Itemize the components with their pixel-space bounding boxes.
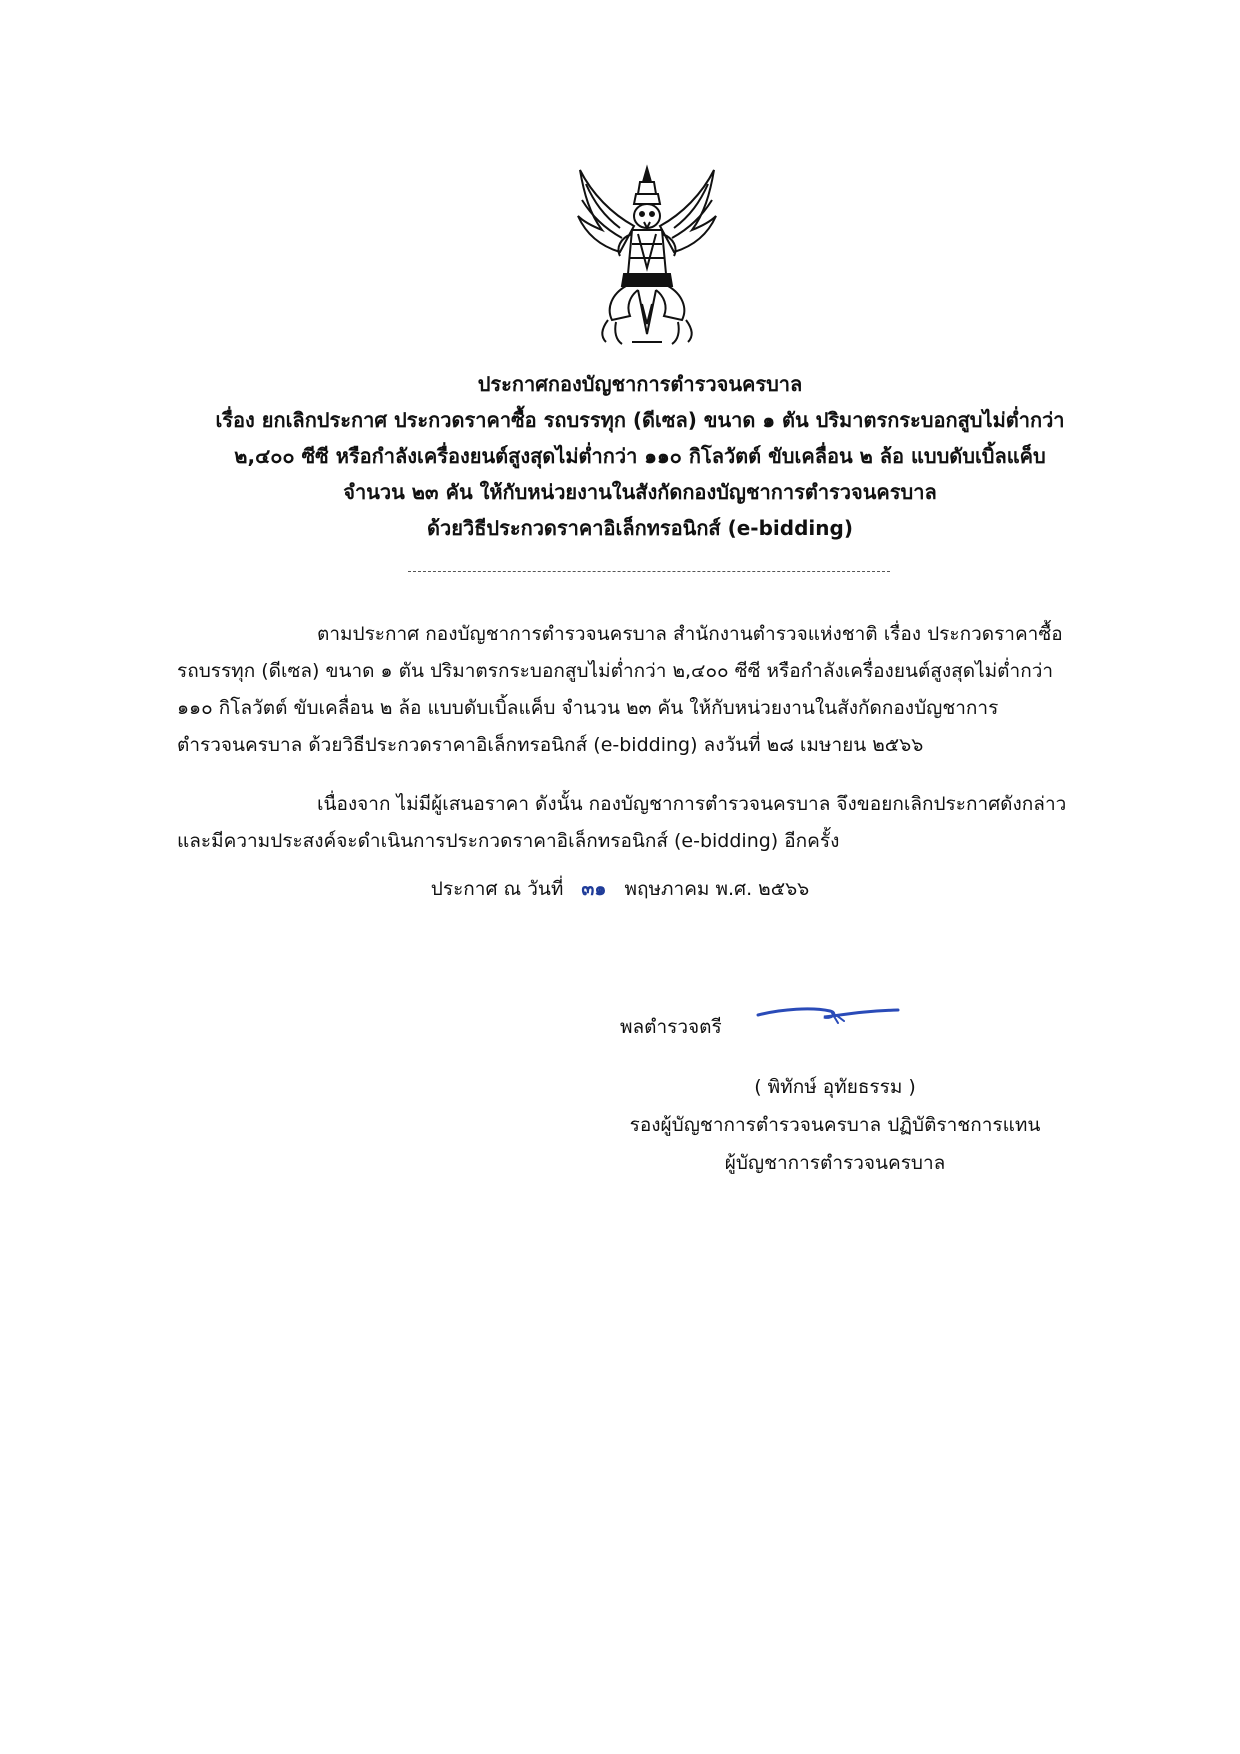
announcement-date xyxy=(0,874,1240,904)
date-month-year: พฤษภาคม พ.ศ. ๒๕๖๖ xyxy=(624,878,810,900)
document-title xyxy=(140,366,1140,546)
date-prefix: ประกาศ ณ วันที่ xyxy=(430,878,564,900)
date-day: ๓๑ xyxy=(581,878,607,900)
signer-details xyxy=(590,1068,1080,1182)
title-line: เรื่อง ยกเลิกประกาศ ประกวดราคาซื้อ รถบรรทุก (ดีเซล) ขนาด ๑ ตัน ปริมาตรกระบอกสูบไม่ต่ำกว่า xyxy=(215,408,1065,432)
signer-name: ( พิทักษ์ อุทัยธรรม ) xyxy=(754,1076,916,1098)
title-line: ประกาศกองบัญชาการตำรวจนครบาล xyxy=(477,372,803,396)
title-divider xyxy=(408,571,890,572)
paragraph-reference xyxy=(177,616,1117,764)
body-line: รถบรรทุก (ดีเซล) ขนาด ๑ ตัน ปริมาตรกระบอกสูบไม่ต่ำกว่า ๒,๔๐๐ ซีซี หรือกำลังเครื่องยนต์สูงสุดไม่ต่ำกว่า xyxy=(177,660,1054,682)
body-line: เนื่องจาก ไม่มีผู้เสนอราคา ดังนั้น กองบัญชาการตำรวจนครบาล จึงขอยกเลิกประกาศดังกล่าว xyxy=(317,793,1067,815)
handwritten-signature-icon xyxy=(752,1001,902,1031)
signer-position: รองผู้บัญชาการตำรวจนครบาล ปฏิบัติราชการแทน xyxy=(629,1114,1041,1136)
title-line: ด้วยวิธีประกวดราคาอิเล็กทรอนิกส์ (e-bidding) xyxy=(427,516,853,540)
document-body xyxy=(177,616,1117,860)
garuda-emblem-icon xyxy=(572,164,722,350)
signer-position-line2: ผู้บัญชาการตำรวจนครบาล xyxy=(724,1152,946,1174)
body-line: ๑๑๐ กิโลวัตต์ ขับเคลื่อน ๒ ล้อ แบบดับเบิ้ลแค็บ จำนวน ๒๓ คัน ให้กับหน่วยงานในสังกัดกองบัญชาการ xyxy=(177,697,999,719)
title-line: จำนวน ๒๓ คัน ให้กับหน่วยงานในสังกัดกองบัญชาการตำรวจนครบาล xyxy=(343,480,937,504)
body-line: และมีความประสงค์จะดำเนินการประกวดราคาอิเล็กทรอนิกส์ (e-bidding) อีกครั้ง xyxy=(177,830,840,852)
title-line: ๒,๔๐๐ ซีซี หรือกำลังเครื่องยนต์สูงสุดไม่ต่ำกว่า ๑๑๐ กิโลวัตต์ ขับเคลื่อน ๒ ล้อ แบบดับเบิ้ลแค็บ xyxy=(234,444,1046,468)
body-line: ตำรวจนครบาล ด้วยวิธีประกวดราคาอิเล็กทรอนิกส์ (e-bidding) ลงวันที่ ๒๘ เมษายน ๒๕๖๖ xyxy=(177,734,924,756)
body-line: ตามประกาศ กองบัญชาการตำรวจนครบาล สำนักงานตำรวจแห่งชาติ เรื่อง ประกวดราคาซื้อ xyxy=(317,623,1063,645)
signer-rank: พลตำรวจตรี xyxy=(620,1016,722,1038)
paragraph-cancellation xyxy=(177,786,1117,860)
